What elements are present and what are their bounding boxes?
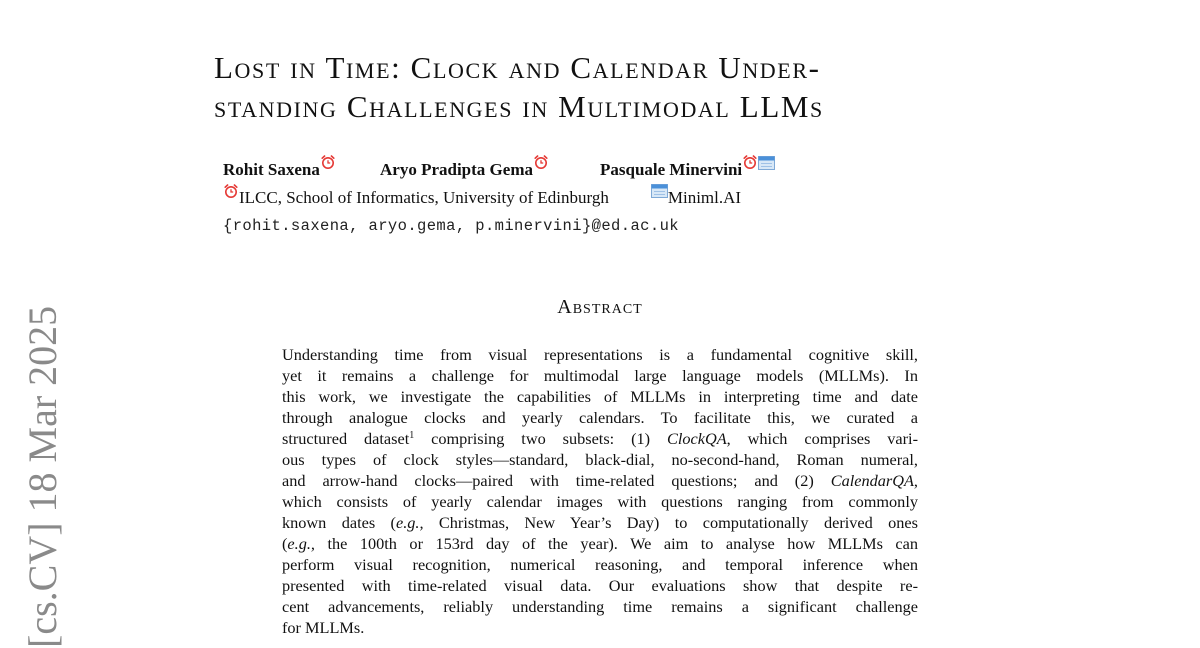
- abstract-line: [282, 470, 918, 491]
- abstract-line: yet it remains a challenge for multimodal large language models (MLLMs). In: [282, 366, 918, 385]
- author-emails: {rohit.saxena, aryo.gema, p.minervini}@ed.ac.uk: [223, 217, 679, 235]
- calendar-icon: [651, 184, 668, 198]
- abstract-line: this work, we investigate the capabilities of MLLMs in interpreting time and date: [282, 387, 918, 406]
- abstract-body: [282, 344, 918, 638]
- abstract-line: for MLLMs.: [282, 618, 365, 637]
- calendar-icon: [758, 156, 775, 170]
- paper-title-line-1: Lost in Time: Clock and Calendar Under-: [214, 50, 821, 85]
- abstract-line: which consists of yearly calendar images with questions ranging from commonly: [282, 492, 918, 511]
- abstract-text: comprising two subsets: (1): [414, 429, 667, 448]
- abstract-line: [282, 512, 918, 533]
- alarm-clock-icon: [742, 154, 758, 170]
- dataset-name-calendarqa: CalendarQA: [830, 471, 914, 490]
- affiliation-secondary: Miniml.AI: [667, 188, 742, 207]
- abstract-line: perform visual recognition, numerical reasoning, and temporal inference when: [282, 555, 918, 574]
- dataset-name-clockqa: ClockQA: [666, 429, 727, 448]
- abstract-text: structured dataset: [282, 429, 410, 448]
- abstract-text: Christmas, New Year’s Day) to computationally derived ones: [423, 513, 918, 532]
- abstract-line: Understanding time from visual representations is a fundamental cognitive skill,: [282, 345, 918, 364]
- arxiv-stamp: [cs.CV] 18 Mar 2025: [20, 305, 65, 648]
- author-1: [223, 160, 336, 180]
- alarm-clock-icon: [223, 183, 239, 199]
- abstract-text: and arrow-hand clocks—paired with time-related questions; and (2): [282, 471, 831, 490]
- abstract-italic: e.g.,: [395, 513, 424, 532]
- abstract-italic: e.g.,: [287, 534, 315, 553]
- abstract-text: ,: [913, 471, 918, 490]
- abstract-text: known dates (: [282, 513, 396, 532]
- alarm-clock-icon: [320, 154, 336, 170]
- abstract-line: presented with time-related visual data. Our evaluations show that despite re-: [282, 576, 918, 595]
- footnote-marker: 1: [409, 430, 415, 441]
- abstract-heading: Abstract: [557, 296, 643, 318]
- abstract-text: the 100th or 153rd day of the year). We aim to analyse how MLLMs can: [315, 534, 918, 553]
- abstract-line: ous types of clock styles—standard, black-dial, no-second-hand, Roman numeral,: [282, 450, 918, 469]
- paper-title-line-2: standing Challenges in Multimodal LLMs: [214, 89, 824, 124]
- affiliations: [223, 188, 741, 208]
- abstract-line: [282, 428, 918, 449]
- affiliation-primary: ILCC, School of Informatics, University of Edinburgh: [239, 188, 609, 207]
- alarm-clock-icon: [533, 154, 549, 170]
- abstract-text: , which comprises vari-: [726, 429, 919, 448]
- abstract-line: [282, 533, 918, 554]
- author-3: [600, 160, 775, 180]
- author-2: [380, 160, 549, 180]
- author-name: Rohit Saxena: [223, 160, 320, 179]
- author-name: Pasquale Minervini: [600, 160, 743, 179]
- author-name: Aryo Pradipta Gema: [380, 160, 533, 179]
- abstract-line: through analogue clocks and yearly calendars. To facilitate this, we curated a: [282, 408, 918, 427]
- abstract-text: (: [282, 534, 288, 553]
- abstract-line: cent advancements, reliably understanding time remains a significant challenge: [282, 597, 918, 616]
